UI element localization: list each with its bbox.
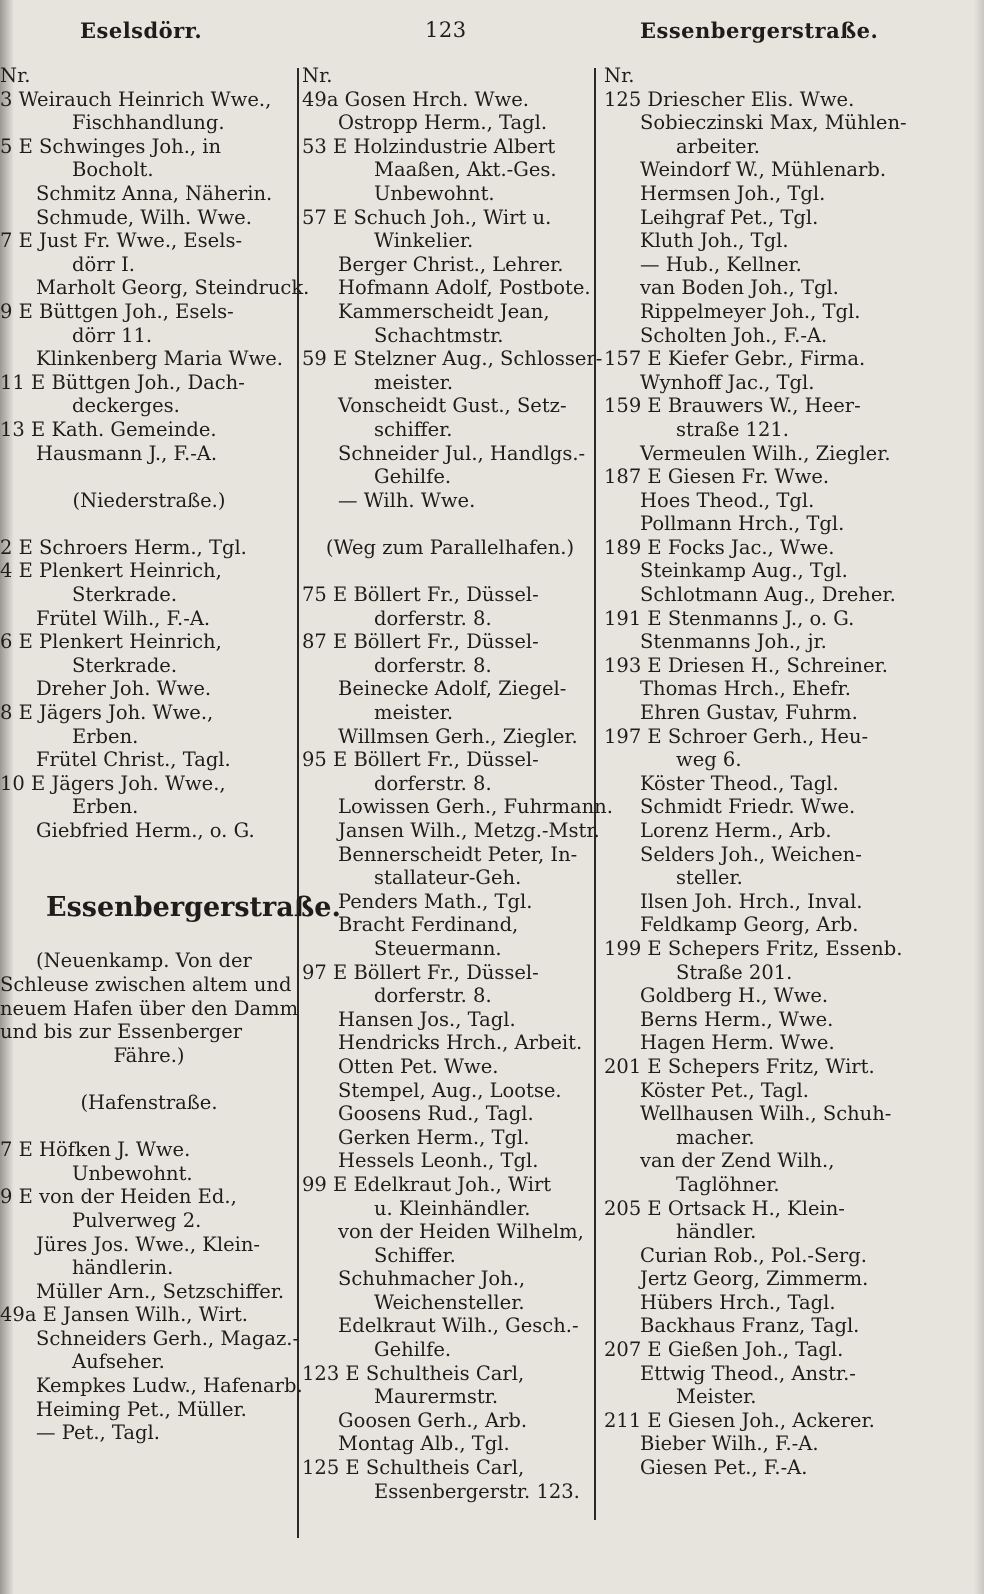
directory-entry-line: Otten Pet. Wwe. [338, 1054, 499, 1078]
directory-entry-line: Vermeulen Wilh., Ziegler. [640, 441, 891, 465]
scan-edge-shadow-right [974, 0, 984, 1594]
directory-entry-line: Ilsen Joh. Hrch., Inval. [640, 889, 863, 913]
column-2 [302, 64, 613, 1503]
directory-entry-line: händler. [676, 1220, 757, 1244]
directory-entry-line: 5 E Schwinges Joh., in [0, 134, 222, 158]
header-left-street: Eselsdörr. [80, 18, 203, 43]
directory-entry-line: Selders Joh., Weichen- [640, 842, 862, 866]
directory-entry-line: 157 E Kiefer Gebr., Firma. [604, 347, 866, 371]
directory-entry-line: Hoes Theod., Tgl. [640, 488, 815, 512]
directory-entry-line: Ostropp Herm., Tagl. [338, 111, 548, 135]
directory-entry-line: Wynhoff Jac., Tgl. [640, 370, 815, 394]
directory-entry-line: 75 E Böllert Fr., Düssel- [302, 583, 539, 607]
directory-entry-line: Curian Rob., Pol.-Serg. [640, 1243, 867, 1267]
directory-entry-line: 199 E Schepers Fritz, Essenb. [604, 936, 903, 960]
directory-entry-line: Leihgraf Pet., Tgl. [640, 205, 819, 229]
directory-entry-line: Vonscheidt Gust., Setz- [338, 394, 567, 418]
directory-entry-line: Berns Herm., Wwe. [640, 1007, 834, 1031]
directory-entry-line: Weindorf W., Mühlenarb. [640, 158, 887, 182]
directory-entry-line: 125 E Schultheis Carl, [302, 1456, 525, 1480]
directory-entry-line: 187 E Giesen Fr. Wwe. [604, 465, 830, 489]
directory-entry-line: Jüres Jos. Wwe., Klein- [36, 1232, 261, 1256]
spacer [0, 1115, 298, 1139]
directory-entry-line: macher. [676, 1125, 755, 1149]
spacer [0, 1067, 298, 1091]
directory-entry-line: 97 E Böllert Fr., Düssel- [302, 960, 539, 984]
directory-entry-line: Wellhausen Wilh., Schuh- [640, 1102, 892, 1126]
directory-entry-line: dorferstr. 8. [374, 653, 492, 677]
directory-entry-line: Kammerscheidt Jean, [338, 299, 550, 323]
directory-entry-line: Ettwig Theod., Anstr.- [640, 1361, 856, 1385]
directory-entry-line: deckerges. [72, 394, 180, 418]
directory-entry-line: Hansen Jos., Tagl. [338, 1007, 516, 1031]
directory-entry-line: Backhaus Franz, Tagl. [640, 1314, 860, 1338]
directory-entry-line: 53 E Holzindustrie Albert [302, 134, 556, 158]
section-heading: Essenbergerstraße. [46, 891, 341, 923]
directory-entry-line: Frütel Wilh., F.-A. [36, 606, 211, 630]
directory-entry-line: 191 E Stenmanns J., o. G. [604, 606, 855, 630]
directory-entry-line: Willmsen Gerh., Ziegler. [338, 724, 578, 748]
directory-entry-line: 4 E Plenkert Heinrich, [0, 559, 222, 583]
directory-entry-line: 205 E Ortsack H., Klein- [604, 1196, 845, 1220]
directory-entry-line: Maaßen, Akt.-Ges. [374, 158, 557, 182]
directory-entry-line: Essenbergerstr. 123. [374, 1479, 580, 1503]
subsection-heading: (Niederstraße.) [72, 488, 226, 512]
directory-entry-line: dorferstr. 8. [374, 606, 492, 630]
directory-entry-line: (Neuenkamp. Von der [36, 949, 252, 973]
directory-entry-line: van der Zend Wilh., [640, 1149, 835, 1173]
directory-entry-line: 7 E Höfken J. Wwe. [0, 1138, 191, 1162]
directory-entry-line: Steuermann. [374, 936, 502, 960]
directory-entry-line: Hofmann Adolf, Postbote. [338, 276, 591, 300]
directory-entry-line: 211 E Giesen Joh., Ackerer. [604, 1408, 875, 1432]
directory-entry-line: Stenmanns Joh., jr. [640, 630, 827, 654]
directory-entry-line: u. Kleinhändler. [374, 1196, 531, 1220]
directory-entry-line: Bracht Ferdinand, [338, 913, 519, 937]
directory-entry-line: dorferstr. 8. [374, 984, 492, 1008]
directory-entry-line: Gehilfe. [374, 465, 452, 489]
column-1 [0, 64, 341, 1445]
directory-entry-line: 125 Driescher Elis. Wwe. [604, 87, 855, 111]
directory-entry-line: Unbewohnt. [374, 181, 495, 205]
directory-entry-line: Hendricks Hrch., Arbeit. [338, 1031, 583, 1055]
directory-entry-line: Marholt Georg, Steindruck. [36, 276, 310, 300]
directory-entry-line: Straße 201. [676, 960, 793, 984]
directory-entry-line: arbeiter. [676, 134, 760, 158]
directory-entry-line: 49a E Jansen Wilh., Wirt. [0, 1303, 248, 1327]
directory-entry-line: Nr. [0, 64, 31, 87]
directory-entry-line: Nr. [302, 64, 333, 87]
directory-entry-line: 3 Weirauch Heinrich Wwe., [0, 87, 272, 111]
directory-entry-line: 9 E Büttgen Joh., Esels- [0, 299, 234, 323]
directory-entry-line: Gerken Herm., Tgl. [338, 1125, 530, 1149]
directory-entry-line: Sobieczinski Max, Mühlen- [640, 111, 907, 135]
directory-entry-line: 13 E Kath. Gemeinde. [0, 417, 217, 441]
directory-entry-line: Köster Pet., Tagl. [640, 1078, 809, 1102]
directory-entry-line: Hausmann J., F.-A. [36, 441, 218, 465]
directory-entry-line: neuem Hafen über den Damm [0, 996, 299, 1020]
directory-entry-line: 207 E Gießen Joh., Tagl. [604, 1338, 844, 1362]
directory-entry-line: Bieber Wilh., F.-A. [640, 1432, 819, 1456]
directory-entry-line: meister. [374, 701, 454, 725]
directory-entry-line: Unbewohnt. [72, 1161, 193, 1185]
directory-entry-line: 9 E von der Heiden Ed., [0, 1185, 237, 1209]
directory-entry-line: Berger Christ., Lehrer. [338, 252, 564, 276]
directory-entry-line: straße 121. [676, 417, 789, 441]
directory-entry-line: — Pet., Tagl. [36, 1421, 160, 1445]
directory-entry-line: Lowissen Gerh., Fuhrmann. [338, 795, 613, 819]
directory-entry-line: Rippelmeyer Joh., Tgl. [640, 299, 861, 323]
directory-entry-line: Hübers Hrch., Tagl. [640, 1290, 836, 1314]
directory-entry-line: Giesen Pet., F.-A. [640, 1456, 808, 1480]
spacer [0, 866, 298, 890]
subsection-heading: Fähre.) [113, 1043, 185, 1067]
directory-entry-line: Bocholt. [72, 158, 154, 182]
directory-entry-line: Sterkrade. [72, 653, 178, 677]
directory-entry-line: Kluth Joh., Tgl. [640, 229, 789, 253]
directory-entry-line: 10 E Jägers Joh. Wwe., [0, 771, 226, 795]
directory-entry-line: Taglöhner. [676, 1172, 780, 1196]
directory-entry-line: Köster Theod., Tagl. [640, 771, 839, 795]
directory-entry-line: dörr I. [72, 252, 135, 276]
directory-entry-line: 49a Gosen Hrch. Wwe. [302, 87, 529, 111]
directory-entry-line: 57 E Schuch Joh., Wirt u. [302, 205, 552, 229]
subsection-heading: (Weg zum Parallelhafen.) [325, 535, 575, 559]
directory-entry-line: Goldberg H., Wwe. [640, 984, 829, 1008]
directory-entry-line: Feldkamp Georg, Arb. [640, 913, 859, 937]
spacer [0, 843, 298, 867]
directory-entry-line: Goosen Gerh., Arb. [338, 1408, 528, 1432]
directory-entry-line: Edelkraut Wilh., Gesch.- [338, 1314, 579, 1338]
directory-entry-line: Lorenz Herm., Arb. [640, 819, 832, 842]
directory-entry-line: 7 E Just Fr. Wwe., Esels- [0, 229, 243, 253]
directory-entry-line: Schmude, Wilh. Wwe. [36, 205, 252, 229]
directory-entry-line: 87 E Böllert Fr., Düssel- [302, 630, 539, 654]
directory-entry-line: Schachtmstr. [374, 323, 504, 347]
directory-entry-line: schiffer. [374, 417, 453, 441]
directory-entry-line: 8 E Jägers Joh. Wwe., [0, 701, 214, 725]
directory-entry-line: Heiming Pet., Müller. [36, 1397, 247, 1421]
directory-entry-line: Schlotmann Aug., Dreher. [640, 583, 896, 607]
subsection-heading: (Hafenstraße. [80, 1090, 218, 1114]
directory-entry-line: Meister. [676, 1385, 757, 1409]
directory-entry-line: Klinkenberg Maria Wwe. [36, 347, 283, 371]
directory-entry-line: Winkelier. [374, 229, 474, 253]
directory-entry-line: Bennerscheidt Peter, In- [338, 842, 578, 866]
directory-entry-line: Maurermstr. [374, 1385, 499, 1409]
directory-entry-line: Ehren Gustav, Fuhrm. [640, 701, 858, 725]
directory-entry-line: Scholten Joh., F.-A. [640, 323, 828, 347]
directory-entry-line: Thomas Hrch., Ehefr. [640, 677, 851, 701]
directory-entry-line: 201 E Schepers Fritz, Wirt. [604, 1054, 875, 1078]
directory-entry-line: dörr 11. [72, 323, 153, 347]
directory-entry-line: weg 6. [676, 748, 742, 772]
spacer [0, 512, 298, 536]
directory-entry-line: 2 E Schroers Herm., Tgl. [0, 535, 247, 559]
directory-entry-line: Müller Arn., Setzschiffer. [36, 1279, 285, 1303]
directory-entry-line: — Wilh. Wwe. [338, 488, 476, 512]
directory-entry-line: 6 E Plenkert Heinrich, [0, 630, 222, 654]
directory-entry-line: Schiffer. [374, 1243, 456, 1267]
directory-entry-line: stallateur-Geh. [374, 866, 522, 890]
directory-entry-line: dorferstr. 8. [374, 771, 492, 795]
directory-entry-line: Steinkamp Aug., Tgl. [640, 559, 848, 583]
directory-entry-line: Aufseher. [72, 1350, 165, 1374]
directory-entry-line: Jertz Georg, Zimmerm. [640, 1267, 869, 1291]
header-right-street: Essenbergerstraße. [640, 18, 879, 43]
directory-entry-line: 189 E Focks Jac., Wwe. [604, 535, 835, 559]
directory-entry-line: 193 E Driesen H., Schreiner. [604, 653, 888, 677]
directory-entry-line: Nr. [604, 64, 635, 87]
directory-entry-line: steller. [676, 866, 743, 890]
directory-entry-line: Hessels Leonh., Tgl. [338, 1149, 539, 1173]
directory-entry-line: Dreher Joh. Wwe. [36, 677, 212, 701]
directory-entry-line: 99 E Edelkraut Joh., Wirt [302, 1172, 552, 1196]
directory-entry-line: Schuhmacher Joh., [338, 1267, 526, 1291]
spacer [302, 559, 598, 583]
directory-entry-line: und bis zur Essenberger [0, 1020, 243, 1044]
directory-entry-line: Gehilfe. [374, 1338, 452, 1362]
directory-entry-line: Giebfried Herm., o. G. [36, 819, 255, 842]
directory-entry-line: Stempel, Aug., Lootse. [338, 1078, 562, 1102]
directory-entry-line: Schleuse zwischen altem und [0, 972, 292, 996]
directory-entry-line: Schmidt Friedr. Wwe. [640, 795, 856, 819]
directory-entry-line: Schmitz Anna, Näherin. [36, 181, 273, 205]
directory-entry-line: Schneider Jul., Handlgs.- [338, 441, 586, 465]
directory-entry-line: Fischhandlung. [72, 111, 225, 135]
directory-entry-line: Hermsen Joh., Tgl. [640, 181, 826, 205]
column-3 [604, 64, 907, 1480]
directory-entry-line: von der Heiden Wilhelm, [338, 1220, 584, 1244]
spacer [0, 926, 298, 950]
directory-entry-line: 159 E Brauwers W., Heer- [604, 394, 861, 418]
directory-entry-line: 59 E Stelzner Aug., Schlosser- [302, 347, 603, 371]
directory-entry-line: Beinecke Adolf, Ziegel- [338, 677, 567, 701]
directory-entry-line: Frütel Christ., Tagl. [36, 748, 231, 772]
page-number: 123 [425, 18, 467, 42]
directory-entry-line: van Boden Joh., Tgl. [640, 276, 839, 300]
directory-entry-line: händlerin. [72, 1256, 174, 1280]
directory-entry-line: Pollmann Hrch., Tgl. [640, 512, 845, 536]
directory-entry-line: Erben. [72, 795, 139, 819]
directory-entry-line: meister. [374, 370, 454, 394]
directory-entry-line: 95 E Böllert Fr., Düssel- [302, 748, 539, 772]
directory-entry-line: 11 E Büttgen Joh., Dach- [0, 370, 245, 394]
directory-entry-line: Hagen Herm. Wwe. [640, 1031, 835, 1055]
directory-entry-line: Schneiders Gerh., Magaz.- [36, 1326, 300, 1350]
directory-entry-line: Weichensteller. [374, 1290, 525, 1314]
directory-entry-line: Goosens Rud., Tagl. [338, 1102, 534, 1126]
spacer [302, 512, 598, 536]
directory-entry-line: Jansen Wilh., Metzg.-Mstr. [338, 819, 600, 842]
directory-entry-line: 123 E Schultheis Carl, [302, 1361, 525, 1385]
directory-entry-line: Erben. [72, 724, 139, 748]
directory-entry-line: — Hub., Kellner. [640, 252, 802, 276]
directory-entry-line: Sterkrade. [72, 583, 178, 607]
directory-entry-line: Kempkes Ludw., Hafenarb. [36, 1374, 303, 1398]
directory-entry-line: Pulverweg 2. [72, 1208, 202, 1232]
directory-entry-line: Penders Math., Tgl. [338, 889, 533, 913]
spacer [0, 465, 298, 489]
directory-entry-line: Montag Alb., Tgl. [338, 1432, 510, 1456]
directory-entry-line: 197 E Schroer Gerh., Heu- [604, 724, 869, 748]
